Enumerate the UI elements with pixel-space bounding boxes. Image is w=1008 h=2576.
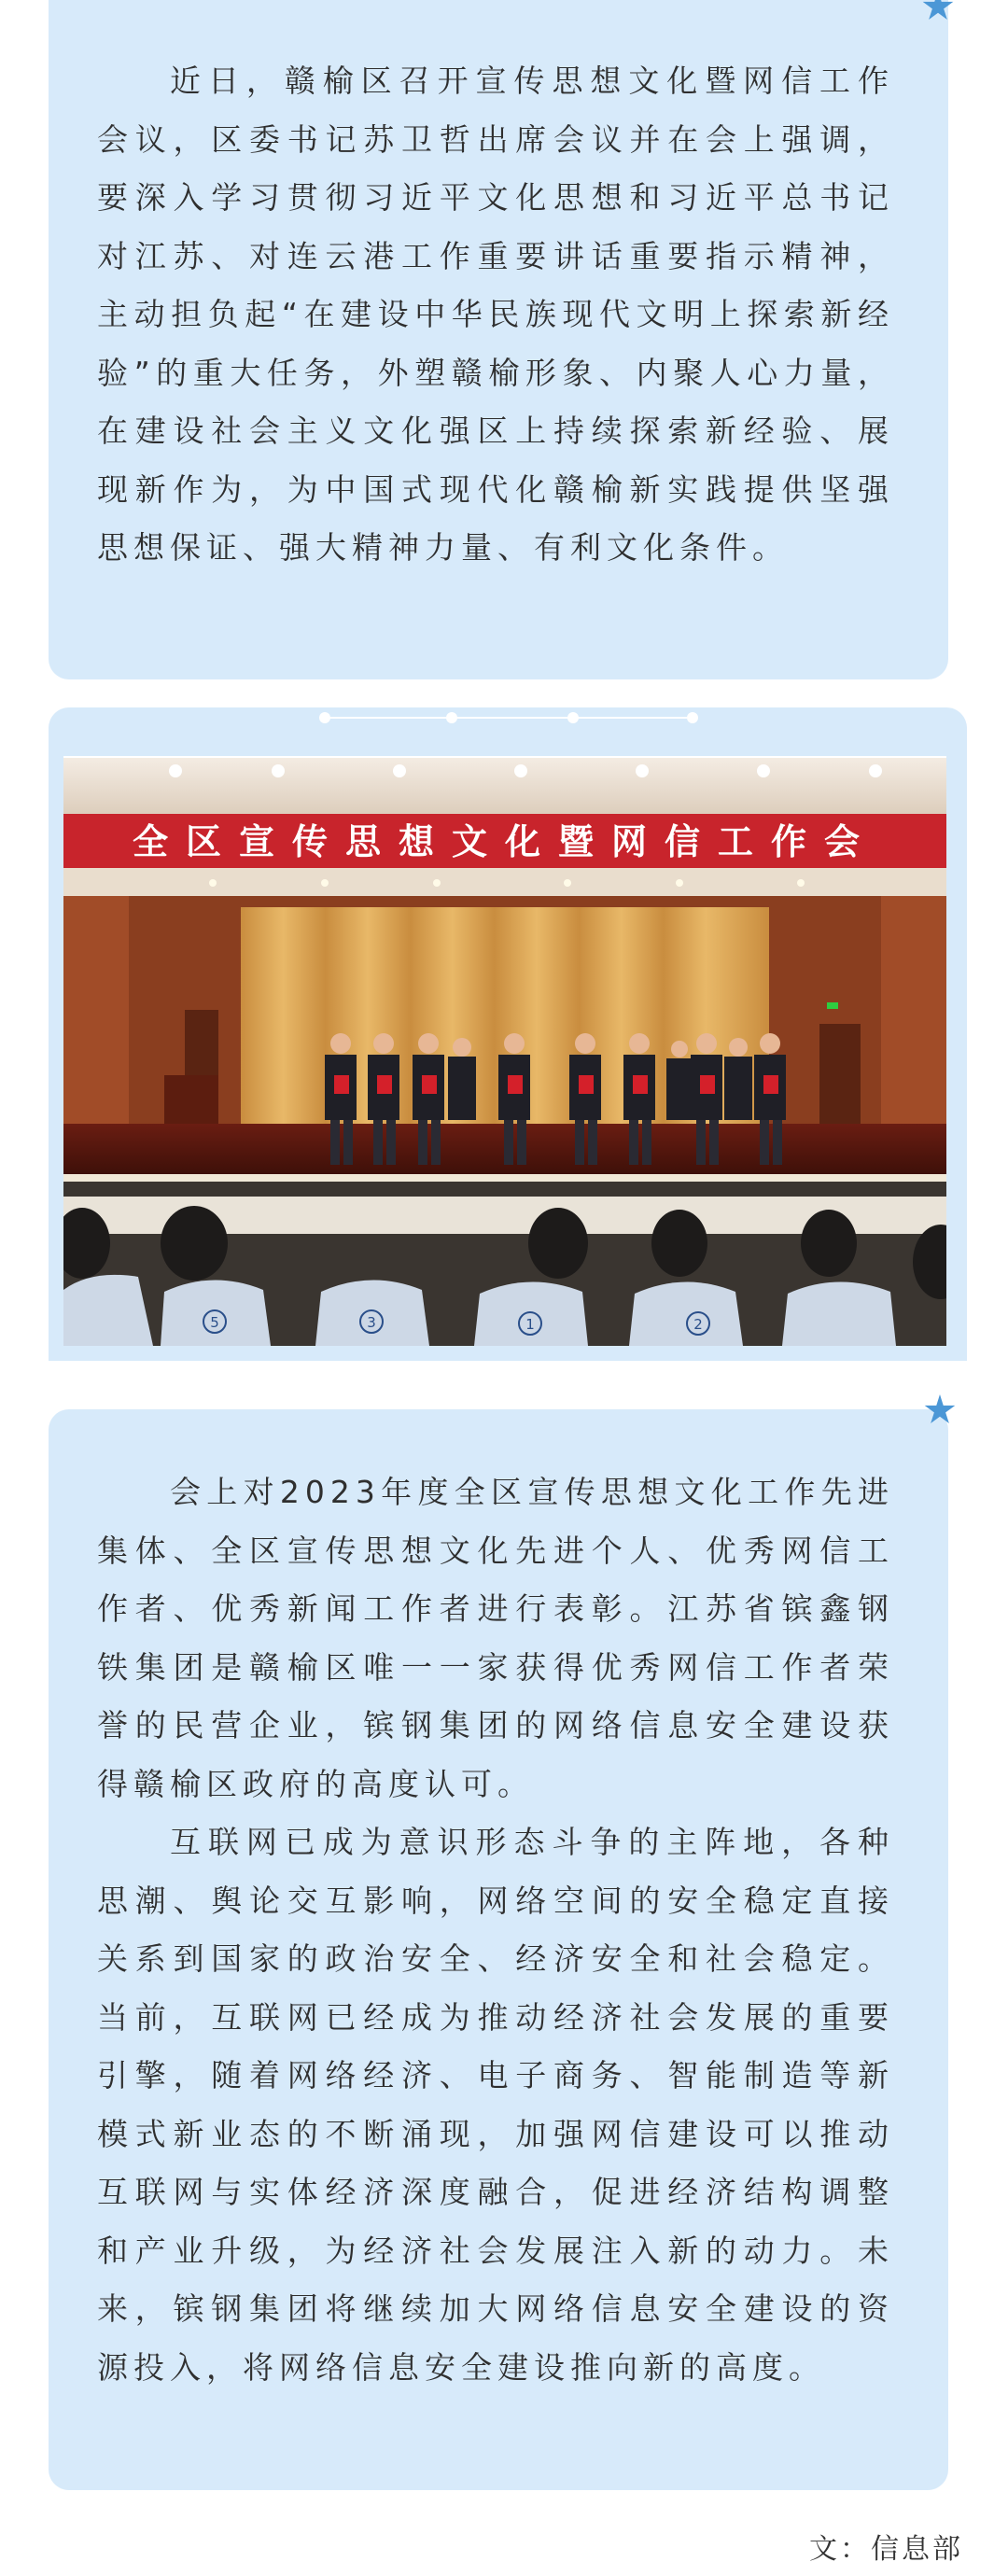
seat-number: 3 — [367, 1314, 376, 1331]
event-photo — [63, 758, 946, 1346]
carousel-dot — [319, 712, 330, 723]
author-credit: 文：信息部 — [809, 2533, 963, 2566]
internet-paragraph: 互联网已成为意识形态斗争的主阵地，各种思潮、舆论交互影响，网络空间的安全稳定直接关系到国家的政治安全、经济安全和社会稳定。当前，互联网已经成为推动经济社会发展的重要引擎，随着网络经济、电子商务、智能制造等新模式新业态的不断涌现，加强网信建设可以推动互联网与实体经济深度融合，促进经济结构调整和产业升级，为经济社会发展注入新的动力。未来，镔钢集团将继续加大网络信息安全建设的资源投入，将网络信息安全建设推向新的高度。 — [97, 1824, 894, 2386]
intro-paragraph: 近日，赣榆区召开宣传思想文化暨网信工作会议，区委书记苏卫哲出席会议并在会上强调，要深入学习贯彻习近平文化思想和习近平总书记对江苏、对连云港工作重要讲话重要指示精神，主动担负起“在建设中华民族现代文明上探索新经验”的重大任务，外塑赣榆形象、内聚人心力量，在建设社会主义文化强区上持续探索新经验、展现新作为，为中国式现代化赣榆新实践提供坚强思想保证、强大精神力量、有利文化条件。 — [97, 63, 894, 566]
award-paragraph: 会上对2023年度全区宣传思想文化工作先进集体、全区宣传思想文化先进个人、优秀网信工作者、优秀新闻工作者进行表彰。江苏省镔鑫钢铁集团是赣榆区唯一一家获得优秀网信工作者荣誉的民营企业，镔钢集团的网络信息安全建设获得赣榆区政府的高度认可。 — [97, 1474, 894, 1802]
seat-number: 2 — [693, 1316, 703, 1333]
carousel-dot — [446, 712, 457, 723]
carousel-indicator — [325, 717, 687, 719]
intro-card — [49, 0, 948, 679]
seat-number: 5 — [210, 1314, 219, 1331]
detail-card — [49, 1409, 948, 2490]
banner-text: 全区宣传思想文化暨网信工作会 — [132, 821, 878, 862]
seat-number: 1 — [525, 1316, 535, 1333]
carousel-dot — [567, 712, 579, 723]
event-photo-illustration — [63, 758, 946, 1346]
carousel-dot — [687, 712, 698, 723]
